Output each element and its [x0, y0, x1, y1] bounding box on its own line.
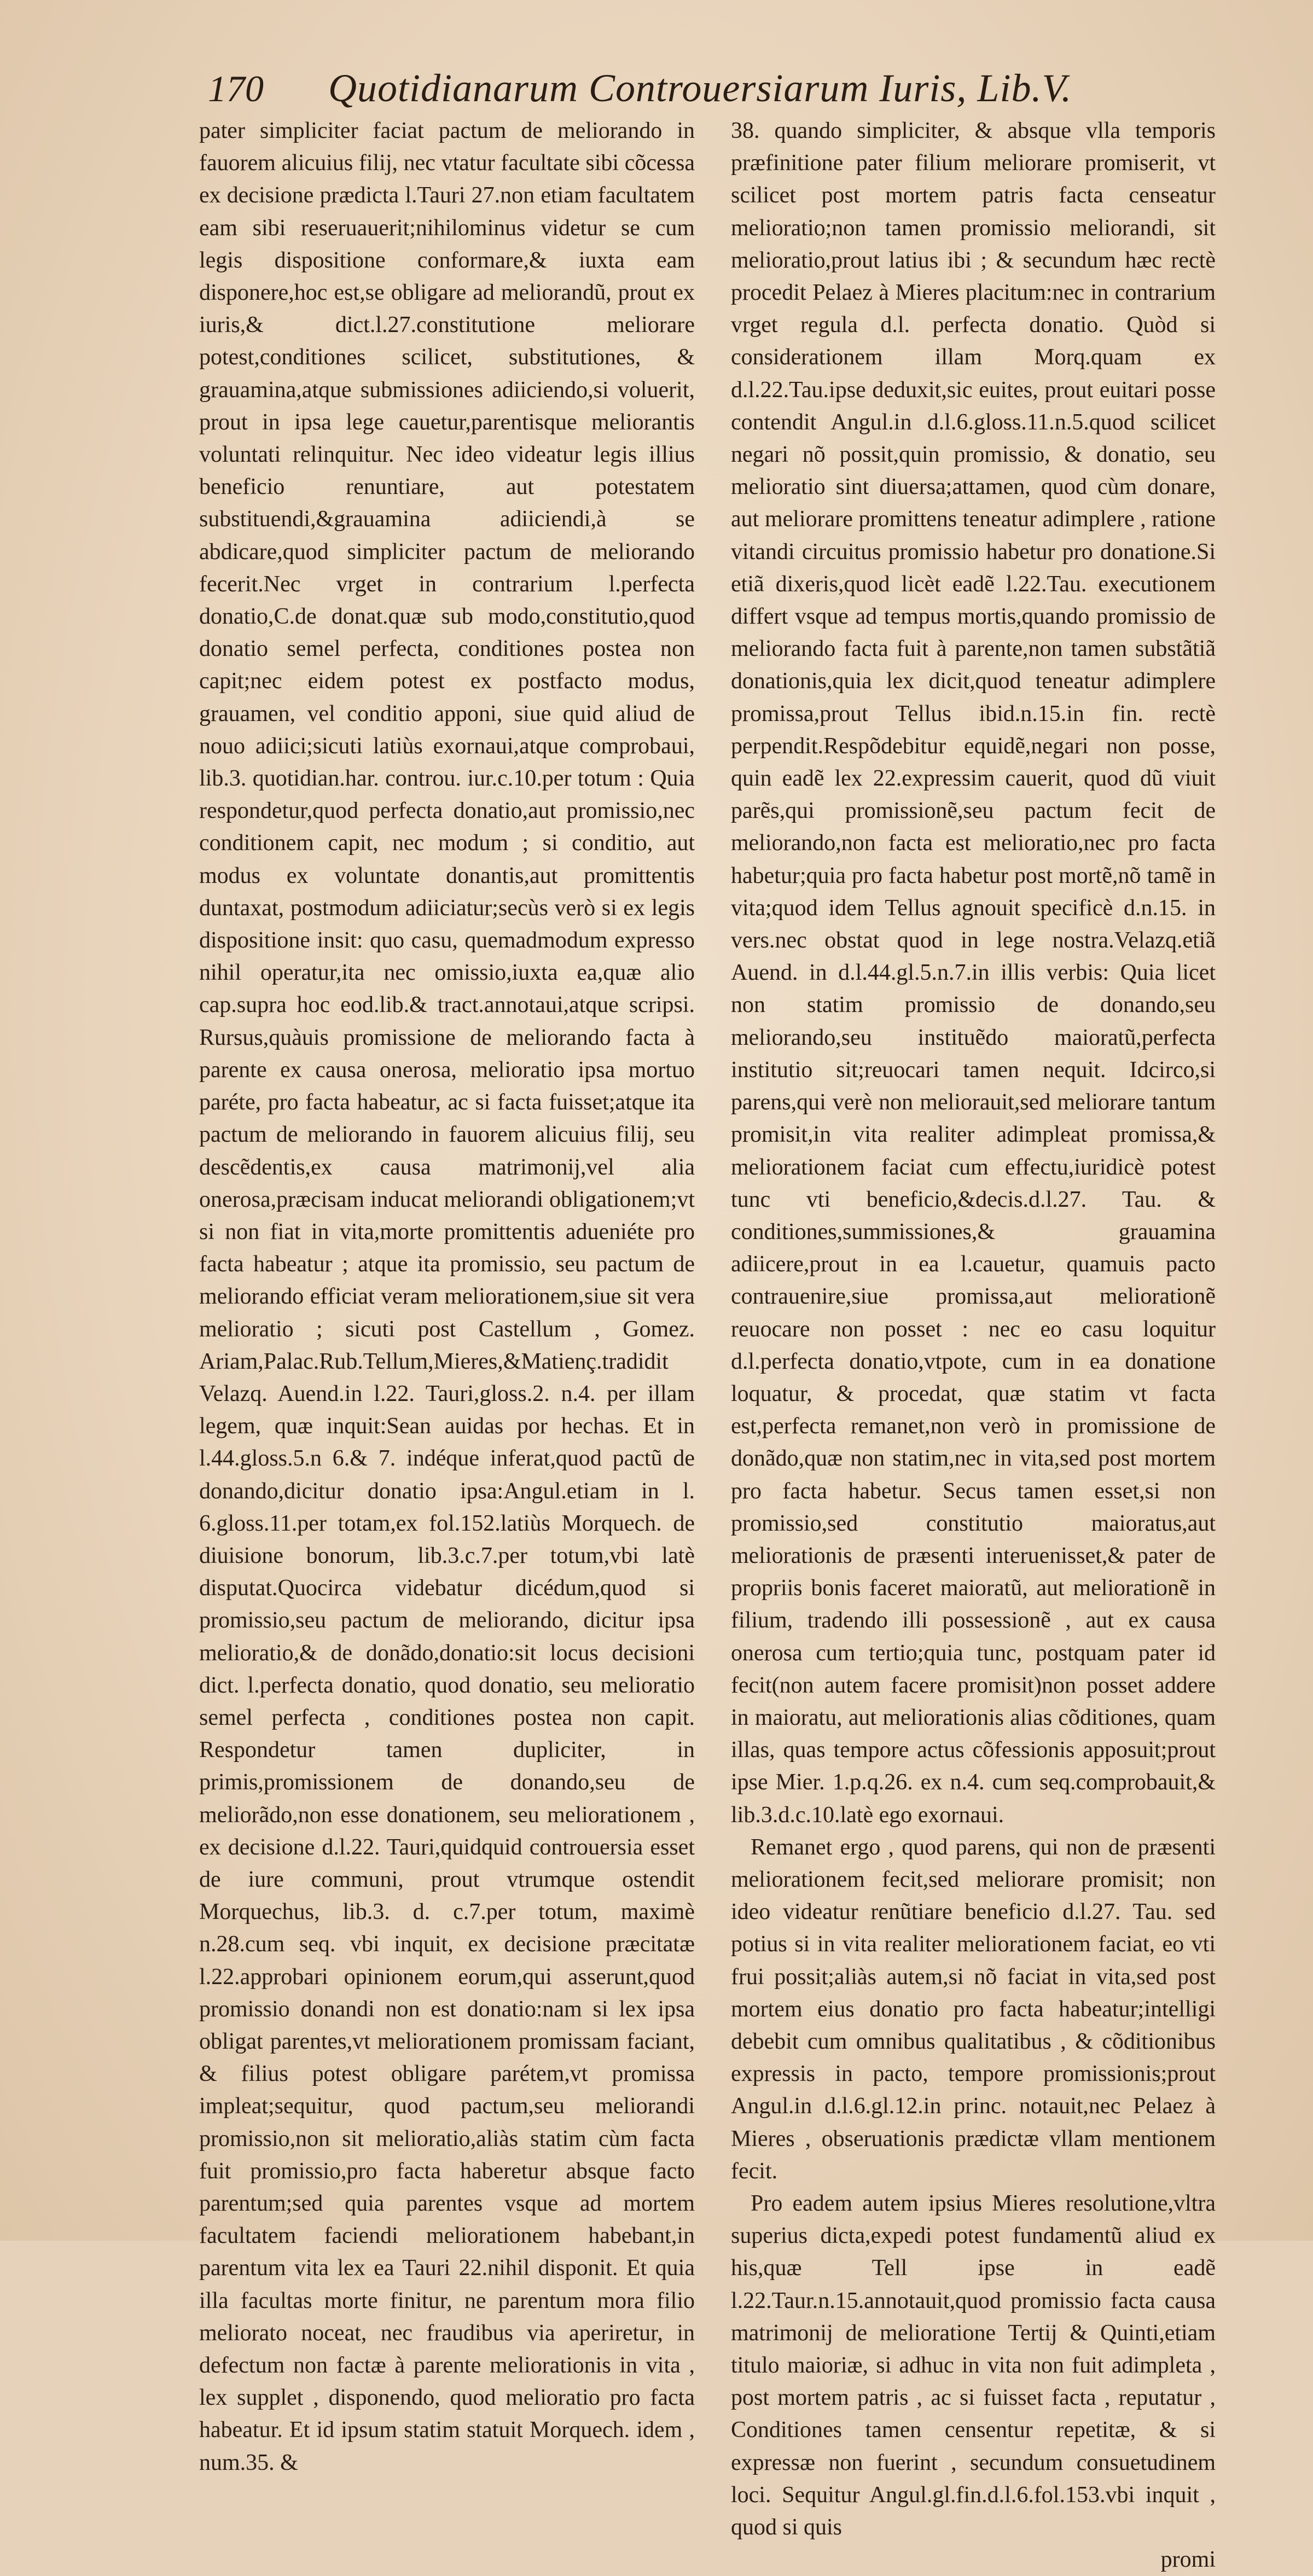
catchword: promi [1160, 2547, 1216, 2573]
left-column [199, 115, 695, 2479]
page-number: 170 [208, 68, 264, 109]
running-title: Quotidianarum Controuersiarum Iuris, Lib.V. [328, 66, 1072, 110]
right-column [731, 115, 1216, 2576]
right-paragraph-1: 38. quando simpliciter, & absque vlla temporis præfinitione pater filium meliorare promiserit, vt scilicet post mortem patris facta censeatur melioratio;non tamen promissio meliorandi, sit melioratio,prout latius ibi ; & secundum hæc rectè procedit Pelaez à Mieres placitum:nec in contrarium vrget regula d.l. perfecta donatio. Quòd si considerationem illam Morq.quam ex d.l.22.Tau.ipse deduxit,sic euites, prout euitari posse contendit Angul.in d.l.6.gloss.11.n.5.quod scilicet negari nõ possit,quin promissio, & donatio, seu melioratio sint diuersa;attamen, quod cùm donare, aut meliorare promittens teneatur adimplere , ratione vitandi circuitus promissio habetur pro donatione.Si etiã dixeris,quod licèt eadẽ l.22.Tau. executionem differt vsque ad tempus mortis,quando promissio de meliorando facta fuit à parente,non tamen substãtiã donationis,quia lex dicit,quod teneatur adimplere promissa,prout Tellus ibid.n.15.in fin. rectè perpendit.Respõdebitur equidẽ,negari non posse, quin eadẽ lex 22.expressim cauerit, quod dũ viuit parẽs,qui promissionẽ,seu pactum fecit de meliorando,non facta est melioratio,nec pro facta habetur;quia pro facta habetur post mortẽ,nõ tamẽ in vita;quod idem Tellus agnouit specificè d.n.15. in vers.nec obstat quod in lege nostra.Velazq.etiã Auend. in d.l.44.gl.5.n.7.in illis verbis: Quia licet non statim promissio de donando,seu meliorando,seu instituẽdo maioratũ,perfecta institutio sit;reuocari tamen nequit. Idcirco,si parens,qui verè non meliorauit,sed meliorare tantum promisit,in vita realiter adimpleat promissa,& meliorationem faciat cum effectu,iuridicè potest tunc vti beneficio,&decis.d.l.27. Tau. & conditiones,summissiones,& grauamina adiicere,prout in ea l.cauetur, quamuis pacto contrauenire,siue promissa,aut meliorationẽ reuocare non posset : nec eo casu loquitur d.l.perfecta donatio,vtpote, cum in ea donatione loquatur, & procedat, quæ statim vt facta est,perfecta remanet,non verò in promissione de donãdo,quæ non statim,nec in vita,sed post mortem pro facta habetur. Secus tamen esset,si non promissio,sed constitutio maioratus,aut meliorationis de præsenti interuenisset,& pater de propriis bonis faceret maioratũ, aut meliorationẽ in filium, tradendo illi possessionẽ , aut ex causa onerosa cum tertio;quia tunc, postquam pater id fecit(non autem facere promisit)non posset addere in maioratu, aut meliorationis alias cõditiones, quam illas, quas tempore actus cõfessionis apposuit;prout ipse Mier. 1.p.q.26. ex n.4. cum seq.comprobauit,& lib.3.d.c.10.latè ego exornaui. [731, 118, 1216, 1828]
running-header [208, 66, 1225, 120]
right-paragraph-3: Pro eadem autem ipsius Mieres resolutione,vltra superius dicta,expedi potest fundamentũ aliud ex his,quæ Tell ipse in eadẽ l.22.Taur.n.15.annotauit,quod promissio facta causa matrimonij de melioratione Tertij & Quinti,etiam titulo maioriæ, si adhuc in vita non fuit adimpleta , post mortem patris , ac si fuisset facta , reputatur , Conditiones tamen censentur repetitæ, & si expressæ non fuerint , secundum consuetudinem loci. Sequitur Angul.gl.fin.d.l.6.fol.153.vbi inquit , quod si quis [731, 2191, 1216, 2540]
right-paragraph-2: Remanet ergo , quod parens, qui non de præsenti meliorationem fecit,sed meliorare promisit; non ideo videatur renũtiare beneficio d.l.27. Tau. sed potius si in vita realiter meliorationem faciat, eo vti frui possit;aliàs autem,si nõ faciat in vita,sed post mortem eius donatio pro facta habeatur;intelligi debebit cum omnibus qualitatibus , & cõditionibus expressis in pacto, tempore promissionis;prout Angul.in d.l.6.gl.12.in princ. notauit,nec Pelaez à Mieres , obseruationis prædictæ vllam mentionem fecit. [731, 1834, 1216, 2184]
left-column-text: pater simpliciter faciat pactum de meliorando in fauorem alicuius filij, nec vtatur facultate sibi cõcessa ex decisione prædicta l.Tauri 27.non etiam facultatem eam sibi reseruauerit;nihilominus videtur se cum legis dispositione conformare,& iuxta eam disponere,hoc est,se obligare ad meliorandũ, prout ex iuris,& dict.l.27.constitutione meliorare potest,conditiones scilicet, substitutiones, & grauamina,atque submissiones adiiciendo,si voluerit, prout in ipsa lege cauetur,parentisque meliorantis voluntati relinquitur. Nec ideo videatur legis illius beneficio renuntiare, aut potestatem substituendi,&grauamina adiiciendi,à se abdicare,quod simpliciter pactum de meliorando fecerit.Nec vrget in contrarium l.perfecta donatio,C.de donat.quæ sub modo,constitutio,quod donatio semel perfecta, conditiones postea non capit;nec eidem potest ex postfacto modus, grauamen, vel conditio apponi, siue quid aliud de nouo adiici;sicuti latiùs exornaui,atque comprobaui, lib.3. quotidian.har. controu. iur.c.10.per totum : Quia respondetur,quod perfecta donatio,aut promissio,nec conditionem capit, nec modum ; si conditio, aut modus ex voluntate donantis,aut promittentis duntaxat, postmodum adiiciatur;secùs verò si ex legis dispositione insit: quo casu, quemadmodum expresso nihil operatur,ita nec omissio,iuxta ea,quæ alio cap.supra hoc eod.lib.& tract.annotaui,atque scripsi. Rursus,quàuis promissione de meliorando facta à parente ex causa onerosa, melioratio ipsa mortuo paréte, pro facta habeatur, ac si facta fuisset;atque ita pactum de meliorando in fauorem alicuius filij, seu descẽdentis,ex causa matrimonij,vel alia onerosa,præcisam inducat meliorandi obligationem;vt si non fiat in vita,morte promittentis adueniéte pro facta habeatur ; atque ita promissio, seu pactum de meliorando efficiat veram meliorationem,siue sit vera melioratio ; sicuti post Castellum , Gomez. Ariam,Palac.Rub.Tellum,Mieres,&Matienç.tradidit Velazq. Auend.in l.22. Tauri,gloss.2. n.4. per illam legem, quæ inquit:Sean auidas por hechas. Et in l.44.gloss.5.n 6.& 7. indéque inferat,quod pactũ de donando,dicitur donatio ipsa:Angul.etiam in l. 6.gloss.11.per totam,ex fol.152.latiùs Morquech. de diuisione bonorum, lib.3.c.7.per totum,vbi latè disputat.Quocirca videbatur dicédum,quod si promissio,seu pactum de meliorando, dicitur ipsa melioratio,& de donãdo,donatio:sit locus decisioni dict. l.perfecta donatio, quod donatio, seu melioratio semel perfecta , conditiones postea non capit. Respondetur tamen dupliciter, in primis,promissionem de donando,seu de meliorãdo,non esse donationem, seu meliorationem , ex decisione d.l.22. Tauri,quidquid controuersia esset de iure communi, prout vtrumque ostendit Morquechus, lib.3. d. c.7.per totum, maximè n.28.cum seq. vbi inquit, ex decisione præcitatæ l.22.approbari opinionem eorum,qui asserunt,quod promissio donandi non est donatio:nam si lex ipsa obligat parentes,vt meliorationem promissam faciant, & filius potest obligare parétem,vt promissa impleat;sequitur, quod pactum,seu meliorandi promissio,non sit melioratio,aliàs statim cùm facta fuit promissio,pro facta haberetur absque facto parentum;sed quia parentes vsque ad mortem facultatem faciendi meliorationem habebant,in parentum vita lex ea Tauri 22.nihil disponit. Et quia illa facultas morte finitur, ne parentum mora filio meliorato noceat, nec fraudibus via aperiretur, in defectum non factæ à parente meliorationis in vita , lex supplet , disponendo, quod melioratio pro facta habeatur. Et id ipsum statim statuit Morquech. idem , num.35. & [199, 118, 695, 2475]
